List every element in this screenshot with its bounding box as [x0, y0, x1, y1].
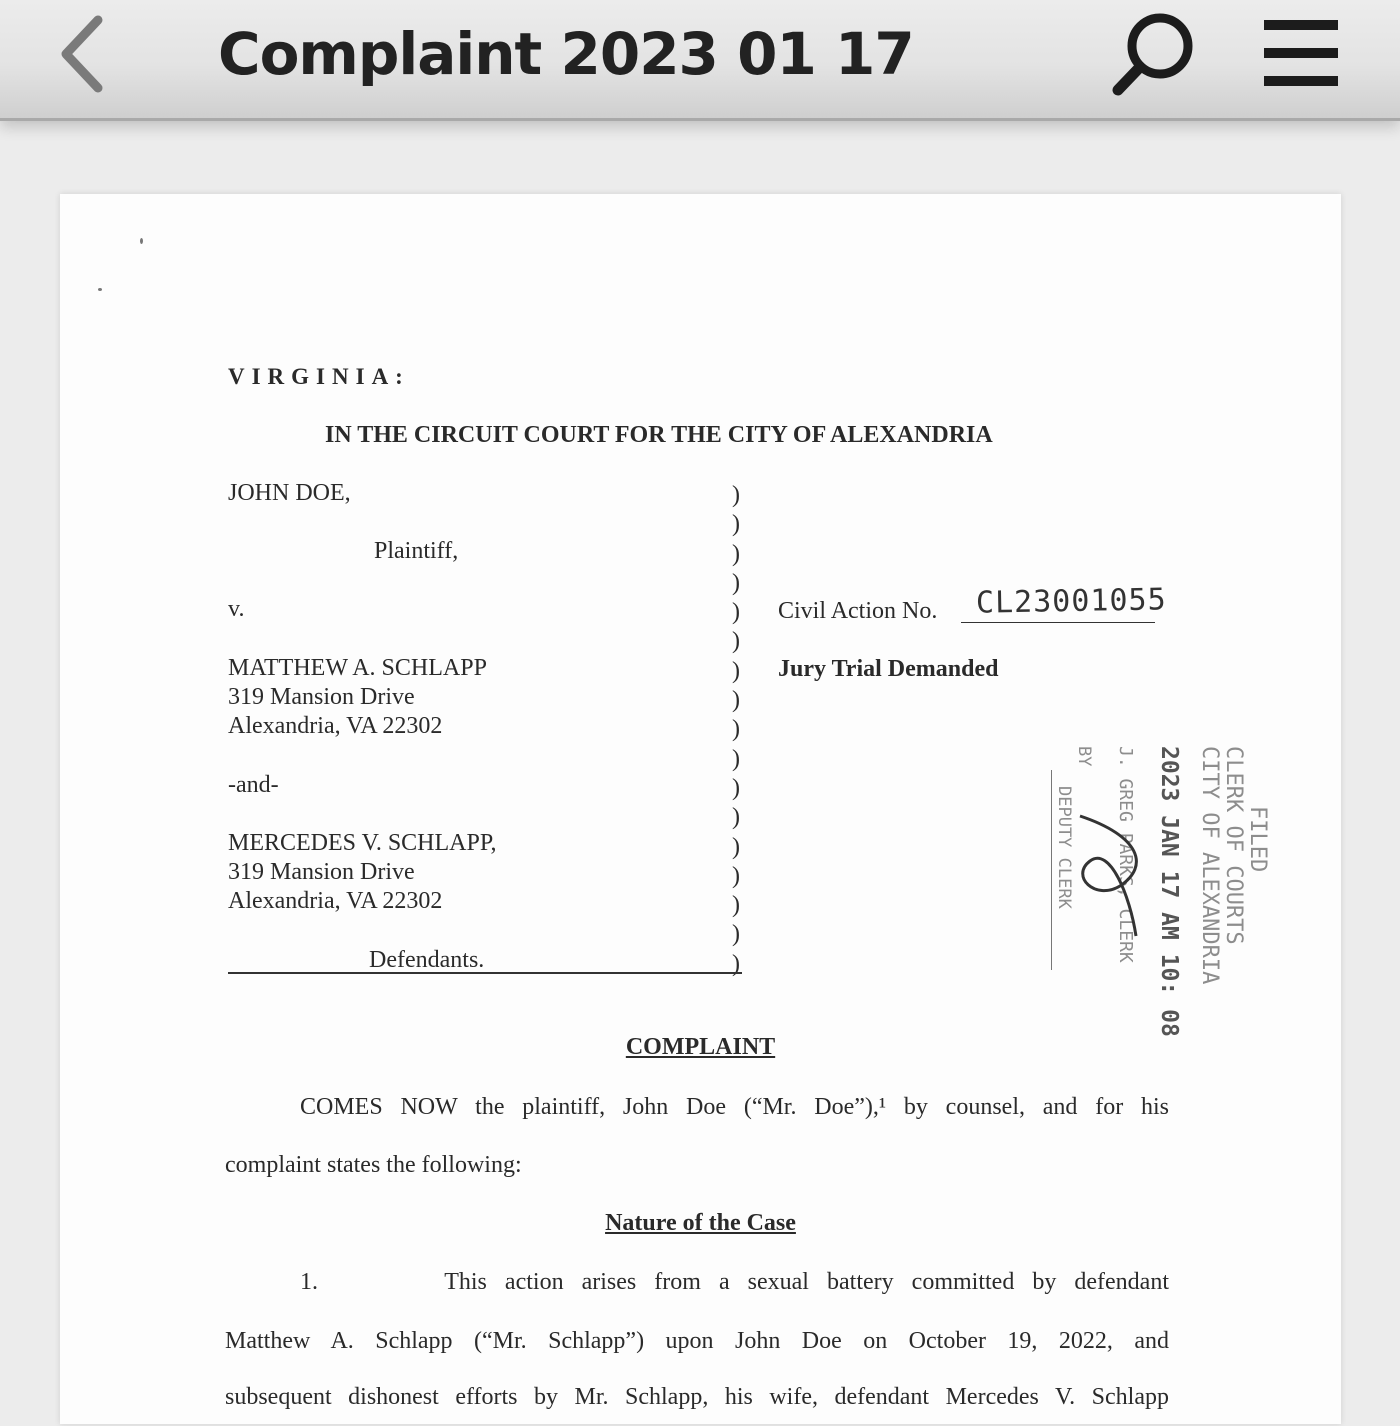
caption-paren: )	[732, 511, 740, 538]
stamp-date-time: 2023 JAN 17 AM 10: 08	[1156, 746, 1182, 1037]
defendant1-name: MATTHEW A. SCHLAPP	[228, 655, 487, 681]
caption-paren: )	[732, 804, 740, 831]
stamp-clerk-name: J. GREG PARKS, CLERK	[1115, 746, 1136, 963]
stamp-filed: FILED	[1245, 806, 1270, 873]
defendant1-city: Alexandria, VA 22302	[228, 713, 443, 739]
top-toolbar	[0, 0, 1400, 121]
stamp-signature-line	[1051, 770, 1052, 970]
caption-paren: )	[732, 862, 740, 889]
clerk-filing-stamp	[1030, 746, 1270, 1037]
caption-paren: )	[732, 833, 740, 860]
scan-speck	[98, 288, 102, 291]
caption-paren: )	[732, 569, 740, 596]
defendants-role: Defendants.	[369, 947, 485, 973]
caption-paren: )	[732, 774, 740, 801]
and-separator: -and-	[228, 772, 279, 798]
nature-of-case-heading: Nature of the Case	[605, 1210, 796, 1236]
caption-paren: )	[732, 628, 740, 655]
versus-label: v.	[228, 596, 245, 622]
stamp-clerk-of-courts: CLERK OF COURTS	[1221, 746, 1246, 945]
defendant1-street: 319 Mansion Drive	[228, 684, 415, 710]
defendant2-city: Alexandria, VA 22302	[228, 888, 443, 914]
chevron-left-icon	[52, 10, 122, 98]
paragraph-1-line-1: 1. This action arises from a sexual battery committed by defendant	[300, 1269, 1169, 1295]
caption-underline	[228, 972, 742, 974]
complaint-heading: COMPLAINT	[625, 1034, 776, 1060]
intro-line-1: COMES NOW the plaintiff, John Doe (“Mr. Doe”),¹ by counsel, and for his	[300, 1094, 1169, 1120]
caption-paren: )	[732, 950, 740, 977]
caption-paren-column	[732, 481, 740, 979]
defendant2-street: 319 Mansion Drive	[228, 859, 415, 885]
civil-action-number: CL23001055	[975, 582, 1167, 621]
scan-speck	[140, 238, 143, 244]
back-button[interactable]	[52, 10, 122, 98]
stamp-deputy-clerk: DEPUTY CLERK	[1054, 786, 1074, 909]
menu-button[interactable]	[1258, 16, 1344, 92]
search-icon	[1108, 10, 1204, 100]
caption-paren: )	[732, 921, 740, 948]
plaintiff-role: Plaintiff,	[374, 538, 459, 564]
search-button[interactable]	[1108, 10, 1204, 100]
hamburger-menu-icon	[1258, 16, 1344, 92]
stamp-city: CITY OF ALEXANDRIA	[1197, 746, 1222, 985]
deputy-signature	[1060, 806, 1150, 946]
stamp-by: BY	[1074, 746, 1094, 767]
caption-paren: )	[732, 657, 740, 684]
plaintiff-name: JOHN DOE,	[228, 480, 351, 506]
caption-paren: )	[732, 745, 740, 772]
caption-paren: )	[732, 540, 740, 567]
caption-paren: )	[732, 892, 740, 919]
jury-trial-demanded: Jury Trial Demanded	[778, 656, 999, 682]
civil-action-underline	[961, 622, 1155, 623]
intro-line-2: complaint states the following:	[225, 1152, 522, 1178]
caption-paren: )	[732, 687, 740, 714]
paragraph-1-line-2: Matthew A. Schlapp (“Mr. Schlapp”) upon John Doe on October 19, 2022, and	[225, 1328, 1169, 1354]
paragraph-1-line-3: subsequent dishonest efforts by Mr. Schlapp, his wife, defendant Mercedes V. Schlapp	[225, 1384, 1169, 1410]
page-title: Complaint 2023 01 17	[218, 20, 914, 88]
caption-paren: )	[732, 599, 740, 626]
state-header: VIRGINIA:	[228, 364, 410, 389]
civil-action-label: Civil Action No.	[778, 598, 938, 624]
court-header: IN THE CIRCUIT COURT FOR THE CITY OF ALEXANDRIA	[325, 422, 993, 448]
caption-paren: )	[732, 716, 740, 743]
defendant2-name: MERCEDES V. SCHLAPP,	[228, 830, 497, 856]
caption-paren: )	[732, 482, 740, 508]
document-page[interactable]	[60, 194, 1341, 1424]
